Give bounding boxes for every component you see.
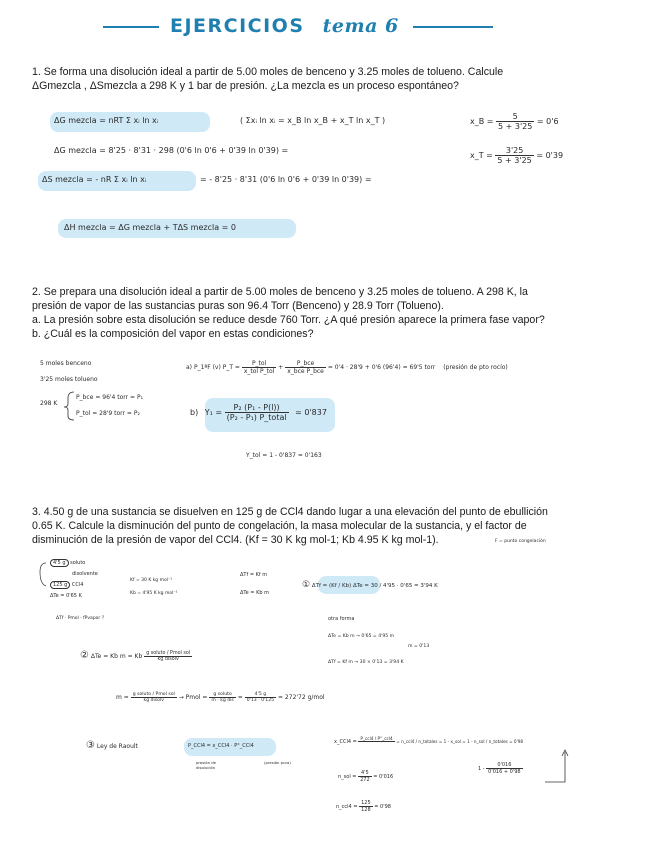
q1-xb: x_B = $\frac{5}{5 + 3'25}$ = 0'6	[470, 112, 559, 131]
q2-line1: 2. Se prepara una disolución ideal a partir de 5.00 moles de benceno y 3.25 moles de tolueno. A 298 K, la	[32, 286, 528, 298]
q1-ds-calc: = - 8'25 · 8'31 (0'6 ln 0'6 + 0'39 ln 0'39) =	[200, 175, 372, 184]
q1-ds-formula: ΔS mezcla = - nR Σ xᵢ ln xᵢ	[42, 175, 147, 184]
q2-p-toluene: P_tol = 28'9 torr = P₂	[76, 410, 140, 417]
q2-part-a: a) P_1ªF (v) P_T = $\frac{\text{P\_tol}}{\text{x\_tol P\_tol}}$ + $\frac{\text{P\_bce}}{\text{x\_bce P\_bce}}$ = 0'4 · 28'9 + 0'6 (96'4) = 69'5 torr (presión de pto rocío)	[186, 360, 508, 375]
q3-one-minus: 1 - $\frac{0'016}{0'016 + 0'98}$	[478, 762, 521, 775]
q3-alt1: ΔTe = Kb m → 0'65 = 4'95 m	[328, 634, 395, 639]
q2-line4: b. ¿Cuál es la composición del vapor en estas condiciones?	[32, 328, 314, 340]
q3-presion-disol: presión de disolución	[196, 760, 216, 770]
q3-raoult: ③ Ley de Raoult	[86, 740, 138, 751]
title-topic: tema 6	[322, 15, 399, 37]
q3-step2: ② ΔTe = Kb m = Kb $\frac{\text{g soluto / Pmol sol}}{\text{kg disolv}}$	[80, 650, 191, 662]
q2-moles-toluene: 3'25 moles tolueno	[40, 376, 98, 383]
q3-note-top: F = punto congelación	[495, 539, 546, 544]
q3-otra-forma: otra forma	[328, 616, 355, 622]
q3-dte-kb: ΔTe = Kb m	[240, 590, 269, 596]
q2-temperature: 298 K	[40, 400, 58, 407]
q3-alt2: ΔTf = Kf m → 30 × 0'13 = 3'94 K	[328, 660, 404, 665]
q3-presion-pura: (presión pura)	[264, 760, 291, 765]
q3-kb: Kb = 4'95 K kg mol⁻¹	[130, 591, 178, 596]
q2-line3: a. La presión sobre esta disolución se reduce desde 760 Torr. ¿A qué presión aparece la primera fase vapor?	[32, 314, 545, 326]
q2-y-toluene: Y_tol = 1 - 0'837 = 0'163	[246, 452, 322, 459]
q3-data-grams: 4'5 g soluto disolvente 125 g CCl4 ΔTe = 0'65 K	[50, 560, 98, 599]
q3-line3: disminución de la presión de vapor del CCl4. (Kf = 30 K kg mol-1; Kb 4.95 K kg mol-1).	[32, 534, 439, 546]
q1-sum-expansion: ( Σxᵢ ln xᵢ = x_B ln x_B + x_T ln x_T )	[240, 116, 386, 125]
q3-question: ΔTf · Pmol · fPvapor ?	[56, 616, 105, 621]
q3-raoult-expr: P_CCl4 = x_CCl4 · P°_CCl4	[188, 743, 254, 749]
q3-line1: 3. 4.50 g de una sustancia se disuelven en 125 g de CCl4 dando lugar a una elevación del punto de ebullición	[32, 506, 548, 518]
q1-line2: ΔGmezcla , ΔSmezcla a 298 K y 1 bar de presión. ¿La mezcla es un proceso espontáneo?	[32, 80, 459, 92]
q3-dtf-kf: ΔTf = Kf m	[240, 572, 268, 578]
q3-arrow-up	[545, 752, 565, 782]
q3-step1: ① ΔTf = (Kf / Kb) ΔTe = 30 / 4'95 · 0'65 = 3'94 K	[302, 580, 438, 590]
q1-dg-formula: ΔG mezcla = nRT Σ xᵢ ln xᵢ	[54, 116, 159, 125]
q2-line2: presión de vapor de las sustancias puras son 96.4 Torr (Benceno) y 28.9 Torr (Tolueno).	[32, 300, 444, 312]
q3-nsol: n_sol = $\frac{4'5}{272}$ = 0'016	[338, 770, 394, 783]
q3-line2: 0.65 K. Calcule la disminución del punto de congelación, la masa molecular de la sustancia, y el factor de	[32, 520, 527, 532]
title-main: EJERCICIOS	[170, 15, 305, 37]
q3-xccl4: x_CCl4 = P_ccl4 / P°_ccl4 = n_ccl4 / n_totales = 1 - x_sol = 1 - n_sol / n_totales = 0'98	[334, 736, 524, 745]
q3-pmol: m = $\frac{\text{g soluto / Pmol sol}}{\text{kg disolv}}$ → Pmol = $\frac{\text{g soluto}}{\text{m · kg dis}}$ = $\frac{4'5 g}{0'13 \cdot 0'125}$ = 272'72 g/mol	[116, 692, 325, 703]
q2-part-b: b) Y₁ = $\frac{\text{P₂ (P₁ - P(l))}}{\text{(P₂ - P₁) P\_total}}$ = 0'837	[190, 403, 327, 422]
q3-brace	[40, 563, 46, 586]
q2-p-benzene: P_bce = 96'4 torr = P₁	[76, 394, 143, 401]
q1-line1: 1. Se forma una disolución ideal a partir de 5.00 moles de benceno y 3.25 moles de tolueno. Calcule	[32, 66, 504, 78]
q3-nccl4: n_ccl4 = $\frac{125}{128}$ = 0'98	[336, 800, 391, 813]
q1-xt: x_T = $\frac{3'25}{5 + 3'25}$ = 0'39	[470, 146, 564, 165]
q3-kf: Kf = 30 K kg mol⁻¹	[130, 578, 173, 583]
q3-alt1b: m = 0'13	[408, 644, 430, 649]
q2-brace	[64, 392, 74, 420]
q2-moles-benzene: 5 moles benceno	[40, 360, 92, 367]
q1-dg-calc: ΔG mezcla = 8'25 · 8'31 · 298 (0'6 ln 0'6 + 0'39 ln 0'39) =	[54, 146, 289, 155]
q1-dh-formula: ΔH mezcla = ΔG mezcla + TΔS mezcla = 0	[64, 223, 236, 232]
